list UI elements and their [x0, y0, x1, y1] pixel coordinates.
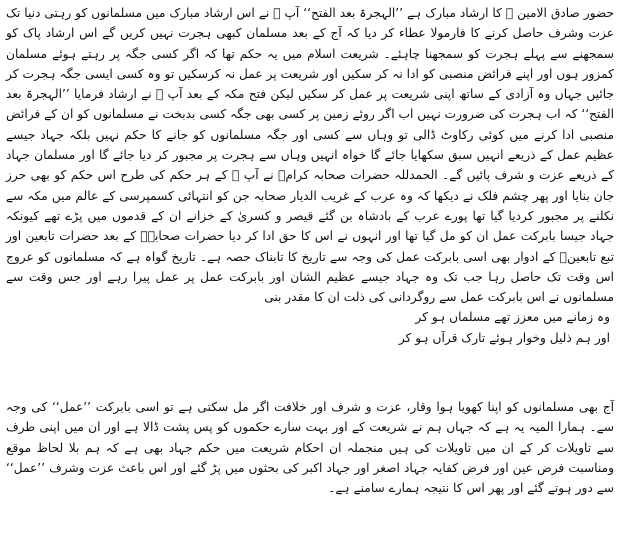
paragraph-lost-honor: آج بھی مسلمانوں کو اپنا کھویا ہوا وقار، عزت و شرف اور خلافت اگر مل سکتی ہے تو اسی بابرکت ’’عمل‘‘ کی وجہ سے۔ ہمارا المیہ یہ ہے کہ جہاں ہم نے شریعت کے اور بہت سارے حکموں کو پس پشت ڈالا ہے اور ان میں اپنی طرف سے تاویلات کر کے ان میں تاویلات کی ہیں منجملہ ان احکام شریعت میں حکم جہاد بھی ہے کہ ہم بلا لحاظ موقع ومناسبت فرض عین اور فرض کفایہ جہاد اصغر اور جہاد اکبر کی بحثوں میں پڑ گئے اور اس باعث عزت وشرف ’’عمل‘‘ سے دور ہوتے گئے اور پھر اس کا نتیجہ ہمارے سامنے ہے۔ [6, 400, 614, 496]
paragraph-spacer [6, 348, 614, 397]
couplet-line-2: اور ہم ذلیل وخوار ہوئے تارک قرآں ہو کر [398, 330, 610, 345]
couplet-line-1: وہ زمانے میں معزز تھے مسلماں ہو کر [415, 310, 610, 325]
paragraph-hijrah-and-jihad: حضور صادق الامین ﷺ کا ارشاد مبارک ہے ’’الہجرۃ بعد الفتح‘‘ آپ ﷺ نے اس ارشاد مبارک میں مسلمانوں کو رہتی دنیا تک عزت وشرف حاصل کرنے کا فارمولا عطاء کر دیا کہ آج کے بعد مسلمان کبھی ہجرت نہیں کریں گے اس ارشاد پاک کو سمجھنے سے پہلے ہجرت کو سمجھنا چاہئے۔ شریعت اسلام میں یہ حکم تھا کہ اگر کسی جگہ پر رہتے ہوئے مسلمان کمزور ہوں اور اپنے فرائض منصبی کو ادا نہ کر سکیں اور شریعت پر عمل نہ کرسکیں تو وہ کسی ایسی جگہ ہجرت کر جائیں جہاں وہ آزادی کے ساتھ اپنی شریعت پر عمل کر سکیں لیکن فتح مکہ کے بعد آپ ﷺ نے ارشاد فرمایا ’’الہجرۃ بعد الفتح‘‘ کہ اب ہجرت کی ضرورت نہیں اب اگر روئے زمین پر کسی بھی جگہ کسی بدبخت نے مسلمانوں کو ان کے فرائض منصبی ادا کرنے میں کوئی رکاوٹ ڈالی تو وہاں سے کسی اور جگہ مسلمانوں کو جانے کا حکم نہیں بلکہ جہاد جیسے عظیم عمل کے ذریعے انہیں سبق سکھایا جائے گا خواہ انہیں وہاں سے ہجرت پر مجبور کر دیا جائے گا اور مسلمان جہاد کے ذریعے عزت و شرف پائیں گے۔ الحمدللہ حضرات صحابہ کرامؓ نے آپ ﷺ کے ہر حکم کی طرح اس حکم کو بھی حرز جان بنایا اور پھر چشم فلک نے دیکھا کہ وہ عرب کے غریب الدیار صحابہ جن کو انتہائی کسمپرسی کے عالم میں مکہ سے نکلنے پر مجبور کردیا گیا تھا پورے عرب کے بادشاہ بن گئے قیصر و کسریٰ کے خزانے ان کے قدموں میں پڑے تھے کیونکہ جہاد جیسا بابرکت عمل ان کو مل گیا تھا اور انہوں نے اس کا حق ادا کر دیا حضرات صحابہؓ کے بعد حضرات تابعین اور تبع تابعینؒ کے ادوار بھی اسی بابرکت عمل کی وجہ سے تاریخ کا تابناک حصہ ہے۔ تاریخ گواہ ہے کہ مسلمانوں کو عروج اس وقت تک حاصل رہا جب تک وہ جہاد جیسے عظیم الشان اور بابرکت عمل پر عمل پیرا رہے اور جس وقت سے مسلمانوں نے اس بابرکت عمل سے روگردانی کی ذلت ان کا مقدر بنی [6, 6, 614, 305]
